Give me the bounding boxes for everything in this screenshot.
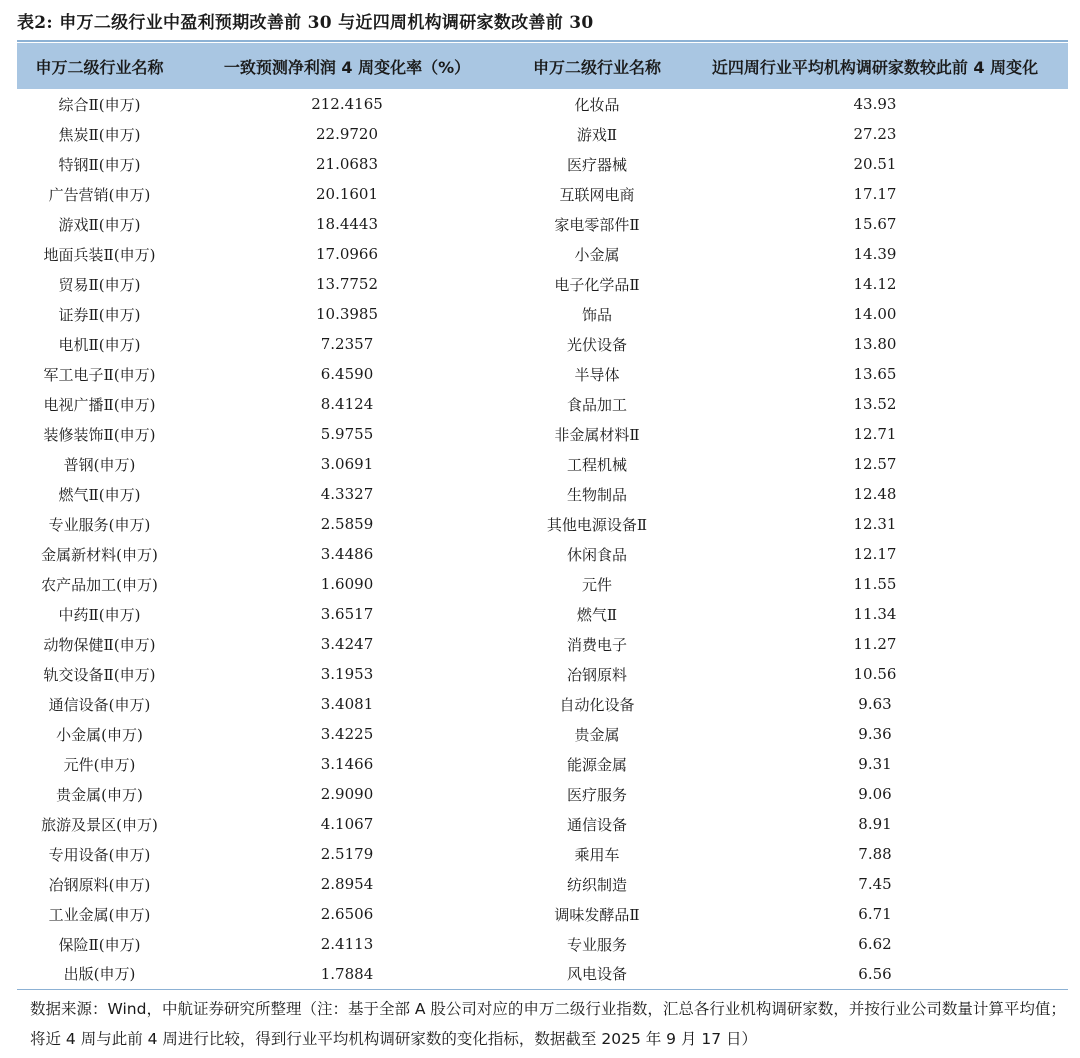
industry-name-right: 光伏设备 [566, 335, 627, 354]
research-change-value: 9.63 [858, 695, 892, 713]
industry-name-left: 金属新材料(申万) [41, 545, 158, 564]
industry-name-left: 通信设备(申万) [48, 695, 151, 714]
industry-name-left: 专业服务(申万) [48, 515, 151, 534]
table-row [17, 329, 1068, 359]
profit-change-value: 17.0966 [315, 245, 379, 263]
research-change-value: 15.67 [853, 215, 897, 233]
table-row [17, 119, 1068, 149]
industry-name-left: 工业金属(申万) [48, 905, 151, 924]
profit-change-value: 22.9720 [315, 125, 379, 143]
profit-change-value: 18.4443 [315, 215, 379, 233]
research-change-value: 6.71 [858, 905, 892, 923]
header-industry-name-left: 申万二级行业名称 [35, 57, 164, 77]
table-row [17, 929, 1068, 959]
research-change-value: 20.51 [853, 155, 897, 173]
industry-name-right: 非金属材料Ⅱ [554, 425, 640, 444]
profit-change-value: 3.4225 [320, 725, 374, 743]
research-change-value: 12.31 [853, 515, 897, 533]
industry-name-left: 焦炭Ⅱ(申万) [58, 125, 141, 144]
research-change-value: 9.06 [858, 785, 892, 803]
industry-name-right: 能源金属 [566, 755, 627, 774]
header-research-count-change: 近四周行业平均机构调研家数较此前 4 周变化 [711, 57, 1039, 77]
research-change-value: 14.12 [853, 275, 897, 293]
industry-name-right: 医疗器械 [566, 155, 627, 174]
table-row [17, 449, 1068, 479]
profit-change-value: 20.1601 [315, 185, 379, 203]
industry-name-left: 冶钢原料(申万) [48, 875, 151, 894]
research-change-value: 7.45 [858, 875, 892, 893]
profit-change-value: 10.3985 [315, 305, 379, 323]
industry-name-right: 电子化学品Ⅱ [554, 275, 640, 294]
research-change-value: 43.93 [853, 95, 897, 113]
table-body [17, 89, 1068, 989]
profit-change-value: 3.4486 [320, 545, 374, 563]
research-change-value: 12.17 [853, 545, 897, 563]
table-row [17, 689, 1068, 719]
industry-name-right: 化妆品 [574, 95, 620, 114]
table-row [17, 659, 1068, 689]
industry-name-left: 地面兵装Ⅱ(申万) [43, 245, 156, 264]
table-row [17, 389, 1068, 419]
research-change-value: 27.23 [853, 125, 897, 143]
industry-name-right: 乘用车 [574, 845, 620, 864]
research-change-value: 6.62 [858, 935, 892, 953]
profit-change-value: 2.4113 [320, 935, 374, 953]
data-table [17, 43, 1068, 990]
industry-name-right: 燃气Ⅱ [576, 605, 618, 624]
table-row [17, 629, 1068, 659]
industry-name-left: 农产品加工(申万) [41, 575, 158, 594]
table-row [17, 149, 1068, 179]
industry-name-right: 通信设备 [566, 815, 627, 834]
profit-change-value: 7.2357 [320, 335, 374, 353]
industry-name-right: 自动化设备 [559, 695, 635, 714]
profit-change-value: 212.4165 [311, 95, 383, 113]
profit-change-value: 3.6517 [320, 605, 374, 623]
research-change-value: 9.36 [858, 725, 892, 743]
industry-name-right: 互联网电商 [559, 185, 635, 204]
research-change-value: 13.80 [853, 335, 897, 353]
table-row [17, 599, 1068, 629]
research-change-value: 13.52 [853, 395, 897, 413]
table-row [17, 359, 1068, 389]
profit-change-value: 3.0691 [320, 455, 374, 473]
table-row [17, 869, 1068, 899]
research-change-value: 11.27 [853, 635, 897, 653]
industry-name-left: 小金属(申万) [56, 725, 143, 744]
table-row [17, 509, 1068, 539]
table-row [17, 539, 1068, 569]
industry-name-right: 小金属 [574, 245, 620, 264]
table-row [17, 419, 1068, 449]
profit-change-value: 2.6506 [320, 905, 374, 923]
profit-change-value: 1.6090 [320, 575, 374, 593]
industry-name-left: 普钢(申万) [63, 455, 136, 474]
table-row [17, 179, 1068, 209]
research-change-value: 12.48 [853, 485, 897, 503]
table-row [17, 569, 1068, 599]
research-change-value: 7.88 [858, 845, 892, 863]
industry-name-right: 消费电子 [566, 635, 627, 654]
profit-change-value: 2.5859 [320, 515, 374, 533]
industry-name-right: 风电设备 [512, 959, 682, 989]
table-row [17, 749, 1068, 779]
industry-name-left: 轨交设备Ⅱ(申万) [43, 665, 156, 684]
industry-name-right: 半导体 [574, 365, 620, 384]
industry-name-right: 专业服务 [566, 935, 627, 954]
profit-change-value: 21.0683 [315, 155, 379, 173]
industry-name-left: 综合Ⅱ(申万) [58, 95, 141, 114]
header-profit-forecast-change: 一致预测净利润 4 周变化率（%） [223, 57, 471, 77]
industry-name-right: 饰品 [581, 305, 612, 324]
profit-change-value: 2.9090 [320, 785, 374, 803]
profit-change-value: 3.1466 [320, 755, 374, 773]
industry-name-left: 贸易Ⅱ(申万) [58, 275, 141, 294]
table-row [17, 89, 1068, 119]
industry-name-right: 调味发酵品Ⅱ [554, 905, 640, 924]
industry-name-left: 元件(申万) [63, 755, 136, 774]
industry-name-right: 贵金属 [574, 725, 620, 744]
header-row [17, 43, 1068, 89]
source-footnote: 数据来源：Wind，中航证券研究所整理（注：基于全部 A 股公司对应的申万二级行业指数，汇总各行业机构调研家数，并按行业公司数量计算平均值；将近 4 周与此前 4 周进行比较，得到行业平均机构调研家数的变化指标，数据截至 2025 年 9 月 17 日） [30, 1000, 1066, 1048]
industry-name-left: 装修装饰Ⅱ(申万) [43, 425, 156, 444]
industry-name-right: 纺织制造 [566, 875, 627, 894]
table-row [17, 299, 1068, 329]
table-row [17, 779, 1068, 809]
profit-change-value: 8.4124 [320, 395, 374, 413]
research-change-value: 10.56 [853, 665, 897, 683]
industry-name-right: 冶钢原料 [566, 665, 627, 684]
table-row [17, 269, 1068, 299]
industry-name-right: 元件 [581, 575, 612, 594]
industry-name-left: 旅游及景区(申万) [41, 815, 158, 834]
profit-change-value: 3.4081 [320, 695, 374, 713]
industry-name-right: 食品加工 [566, 395, 627, 414]
table-row [17, 209, 1068, 239]
profit-change-value: 4.3327 [320, 485, 374, 503]
industry-name-left: 特钢Ⅱ(申万) [58, 155, 141, 174]
research-change-value: 14.39 [853, 245, 897, 263]
research-change-value: 12.71 [853, 425, 897, 443]
profit-change-value: 4.1067 [320, 815, 374, 833]
research-change-value: 13.65 [853, 365, 897, 383]
industry-name-right: 游戏Ⅱ [576, 125, 618, 144]
profit-change-value: 3.4247 [320, 635, 374, 653]
industry-name-right: 工程机械 [566, 455, 627, 474]
research-change-value: 6.56 [682, 959, 1068, 989]
industry-name-left: 军工电子Ⅱ(申万) [43, 365, 156, 384]
industry-name-right: 休闲食品 [566, 545, 627, 564]
header-industry-name-right: 申万二级行业名称 [532, 57, 661, 77]
profit-change-value: 5.9755 [320, 425, 374, 443]
industry-name-left: 中药Ⅱ(申万) [58, 605, 141, 624]
research-change-value: 8.91 [858, 815, 892, 833]
profit-change-value: 6.4590 [320, 365, 374, 383]
industry-name-right: 其他电源设备Ⅱ [546, 515, 648, 534]
industry-name-right: 医疗服务 [566, 785, 627, 804]
profit-change-value: 3.1953 [320, 665, 374, 683]
table-title: 表2: 申万二级行业中盈利预期改善前 30 与近四周机构调研家数改善前 30 [17, 13, 594, 33]
research-change-value: 11.34 [853, 605, 897, 623]
industry-name-left: 游戏Ⅱ(申万) [58, 215, 141, 234]
table-row [17, 719, 1068, 749]
industry-name-left: 电机Ⅱ(申万) [58, 335, 141, 354]
industry-name-left: 出版(申万) [17, 959, 182, 989]
industry-name-right: 生物制品 [566, 485, 627, 504]
industry-name-left: 广告营销(申万) [48, 185, 151, 204]
industry-name-left: 电视广播Ⅱ(申万) [43, 395, 156, 414]
industry-name-left: 证券Ⅱ(申万) [58, 305, 141, 324]
industry-name-left: 贵金属(申万) [56, 785, 143, 804]
research-change-value: 12.57 [853, 455, 897, 473]
table-row [17, 899, 1068, 929]
research-change-value: 11.55 [853, 575, 897, 593]
industry-name-left: 动物保健Ⅱ(申万) [43, 635, 156, 654]
research-change-value: 17.17 [853, 185, 897, 203]
table-row [17, 479, 1068, 509]
profit-change-value: 1.7884 [182, 959, 512, 989]
table-row [17, 809, 1068, 839]
industry-name-left: 专用设备(申万) [48, 845, 151, 864]
table-row [17, 839, 1068, 869]
profit-change-value: 13.7752 [315, 275, 379, 293]
table-row [17, 959, 1068, 989]
profit-change-value: 2.8954 [320, 875, 374, 893]
industry-name-right: 家电零部件Ⅱ [554, 215, 640, 234]
table-row [17, 239, 1068, 269]
industry-name-left: 保险Ⅱ(申万) [58, 935, 141, 954]
research-change-value: 14.00 [853, 305, 897, 323]
industry-name-left: 燃气Ⅱ(申万) [58, 485, 141, 504]
research-change-value: 9.31 [858, 755, 892, 773]
profit-change-value: 2.5179 [320, 845, 374, 863]
top-rule [17, 40, 1068, 42]
